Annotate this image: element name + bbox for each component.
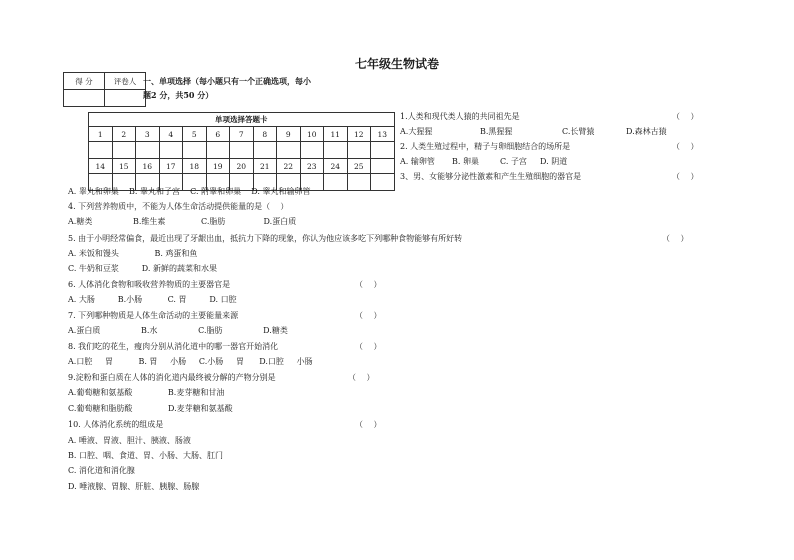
q2-option-b: B. 卵巢 — [452, 157, 479, 166]
answer-card-number: 5 — [183, 127, 207, 142]
question-line: 6. 人体消化食物和吸收营养物质的主要器官是 — [68, 280, 231, 289]
answer-cell[interactable] — [371, 142, 395, 159]
answer-card-number: 3 — [136, 127, 160, 142]
question-line: D. 唾液腺、胃腺、肝脏、胰腺、肠腺 — [68, 482, 200, 491]
answer-cell[interactable] — [230, 142, 254, 159]
question-line: A. 米饭和馒头 B. 鸡蛋和鱼 — [68, 249, 198, 258]
question-3-paren: （ ） — [672, 172, 703, 181]
answer-cell[interactable] — [324, 174, 348, 191]
question-2-paren: （ ） — [672, 142, 703, 151]
answer-card-number: 11 — [324, 127, 348, 142]
question-line: A. 睾丸和卵巢 B. 睾丸和子宫 C. 附睾和卵巢 D. 睾丸和输卵管 — [68, 187, 311, 196]
answer-card-number: 25 — [347, 159, 371, 174]
question-1: 1.人类和现代类人猿的共同祖先是 — [400, 112, 520, 121]
answer-card-number: 4 — [159, 127, 183, 142]
answer-card-number: 22 — [277, 159, 301, 174]
answer-paren: （ ） — [355, 280, 386, 289]
answer-cell[interactable] — [159, 142, 183, 159]
answer-cell[interactable] — [300, 142, 324, 159]
answer-card-number: 6 — [206, 127, 230, 142]
answer-card-number: 15 — [112, 159, 136, 174]
answer-card-number: 2 — [112, 127, 136, 142]
question-line: B. 口腔、咽、食道、胃、小肠、大肠、肛门 — [68, 451, 223, 460]
answer-card-number: 18 — [183, 159, 207, 174]
answer-cell[interactable] — [371, 174, 395, 191]
question-line: 5. 由于小明经常偏食，最近出现了牙龈出血，抵抗力下降的现象，你认为他应该多吃下列哪种食物能够有所好转 — [68, 234, 463, 243]
grader-label: 评卷人 — [105, 73, 146, 90]
answer-card-number: 8 — [253, 127, 277, 142]
answer-cell[interactable] — [89, 142, 113, 159]
answer-card-number: 12 — [347, 127, 371, 142]
q2-option-c: C. 子宫 — [500, 157, 527, 166]
answer-cell[interactable] — [206, 142, 230, 159]
question-line: 8. 我们吃的花生，瘦肉分别从消化道中的哪一器官开始消化 — [68, 342, 279, 351]
question-line: C.葡萄糖和脂肪酸 D.麦芽糖和氨基酸 — [68, 404, 233, 413]
q2-option-a: A. 输卵管 — [400, 157, 435, 166]
question-line: C. 消化道和消化腺 — [68, 466, 135, 475]
q1-option-c: C.长臂猿 — [562, 127, 595, 136]
answer-cell[interactable] — [183, 142, 207, 159]
answer-paren: （ ） — [355, 342, 386, 351]
answer-card-number — [371, 159, 395, 174]
question-1-paren: （ ） — [672, 112, 703, 121]
answer-card-number: 17 — [159, 159, 183, 174]
section-title-cont: 题2 分，共50 分） — [143, 90, 214, 100]
answer-cell[interactable] — [136, 142, 160, 159]
answer-card-number: 1 — [89, 127, 113, 142]
q1-option-a: A.大猩猩 — [400, 127, 433, 136]
question-line: 7. 下列哪种物质是人体生命活动的主要能量来源 — [68, 311, 239, 320]
question-line: 10. 人体消化系统的组成是 — [68, 420, 164, 429]
question-3: 3、男、女能够分泌性激素和产生生殖细胞的器官是 — [400, 172, 582, 181]
answer-cell[interactable] — [253, 142, 277, 159]
answer-cell[interactable] — [277, 142, 301, 159]
question-line: 9.淀粉和蛋白质在人体的消化道内最终被分解的产物分别是 — [68, 373, 276, 382]
question-2: 2. 人类生殖过程中，精子与卵细胞结合的场所是 — [400, 142, 571, 151]
answer-card-number: 19 — [206, 159, 230, 174]
answer-card-number: 16 — [136, 159, 160, 174]
answer-cell[interactable] — [347, 174, 371, 191]
answer-card-title: 单项选择答题卡 — [89, 113, 395, 127]
question-line: A.口腔 胃 B. 胃 小肠 C.小肠 胃 D.口腔 小肠 — [68, 357, 313, 366]
answer-card-number: 14 — [89, 159, 113, 174]
question-line: A.葡萄糖和氨基酸 B.麦芽糖和甘油 — [68, 388, 225, 397]
question-line: A.蛋白质 B.水 C.脂肪 D.糖类 — [68, 326, 288, 335]
q1-option-d: D.森林古猿 — [626, 127, 667, 136]
answer-card-number: 10 — [300, 127, 324, 142]
answer-paren: （ ） — [355, 420, 386, 429]
q1-option-b: B.黑猩猩 — [480, 127, 513, 136]
score-cell — [64, 90, 105, 107]
answer-paren: （ ） — [348, 373, 379, 382]
answer-card-number: 13 — [371, 127, 395, 142]
score-label: 得 分 — [64, 73, 105, 90]
question-line: A. 大肠 B.小肠 C. 胃 D. 口腔 — [68, 295, 237, 304]
q2-option-d: D. 阴道 — [540, 157, 568, 166]
answer-cell[interactable] — [324, 142, 348, 159]
answer-cell[interactable] — [347, 142, 371, 159]
answer-card-number: 23 — [300, 159, 324, 174]
answer-card — [88, 112, 395, 191]
page-title: 七年级生物试卷 — [354, 57, 439, 71]
score-box — [63, 72, 146, 107]
answer-paren: （ ） — [355, 311, 386, 320]
question-line: 4. 下列营养物质中，不能为人体生命活动提供能量的是（ ） — [68, 202, 289, 211]
answer-paren: （ ） — [662, 234, 693, 243]
answer-card-number: 9 — [277, 127, 301, 142]
answer-card-number: 24 — [324, 159, 348, 174]
answer-card-number: 20 — [230, 159, 254, 174]
question-line: C. 牛奶和豆浆 D. 新鲜的蔬菜和水果 — [68, 264, 218, 273]
grader-cell — [105, 90, 146, 107]
question-line: A.糖类 B.维生素 C.脂肪 D.蛋白质 — [68, 217, 297, 226]
question-line: A. 唾液、胃液、胆汁、胰液、肠液 — [68, 436, 191, 445]
answer-card-number: 7 — [230, 127, 254, 142]
answer-cell[interactable] — [112, 142, 136, 159]
answer-card-number: 21 — [253, 159, 277, 174]
section-title: 一、单项选择（每小题只有一个正确选项，每小 — [143, 76, 311, 86]
